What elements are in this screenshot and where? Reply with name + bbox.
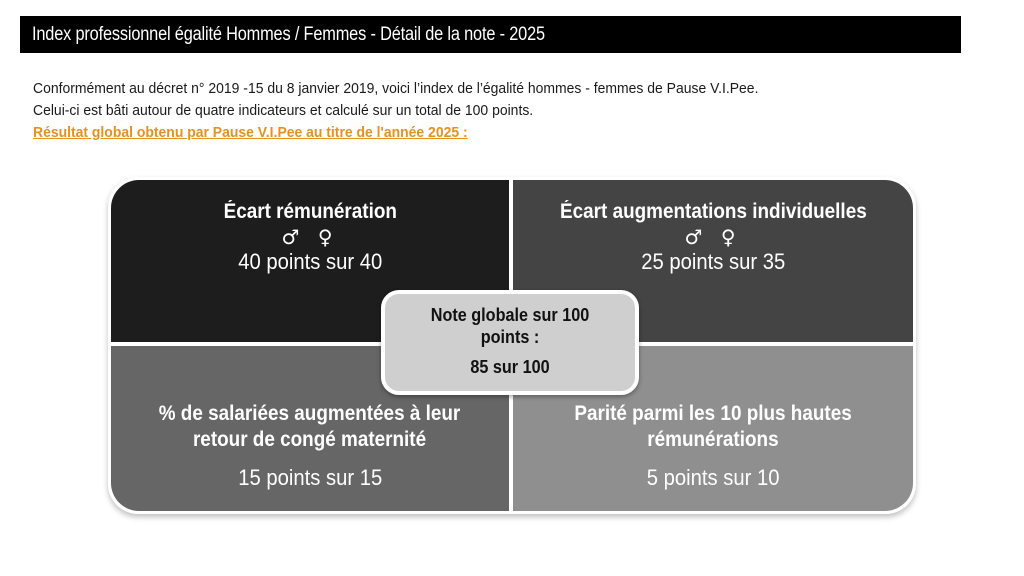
gender-symbols-icon: ♂ ♀	[684, 225, 742, 249]
indicator-title-line-2: rémunérations	[647, 428, 779, 451]
indicator-title-line-1: % de salariées augmentées à leur	[159, 402, 461, 425]
intro-text	[33, 78, 993, 144]
global-score-box	[381, 290, 639, 395]
global-score-title-line-2: points :	[480, 327, 540, 347]
indicator-score: 15 points sur 15	[237, 465, 383, 490]
global-score-value: 85 sur 100	[470, 357, 550, 377]
indicator-title-line-1: Parité parmi les 10 plus hautes	[574, 402, 852, 425]
result-heading: Résultat global obtenu par Pause V.I.Pee au titre de l'année 2025 :	[33, 124, 468, 141]
indicator-title-line-2: retour de congé maternité	[193, 428, 427, 451]
page-title: Index professionnel égalité Hommes / Femmes - Détail de la note - 2025	[32, 24, 545, 45]
global-score-title-line-1: Note globale sur 100	[430, 305, 590, 325]
page-title-bar	[20, 16, 961, 53]
indicator-title: Écart augmentations individuelles	[559, 200, 867, 223]
intro-line-1: Conformément au décret n° 2019 -15 du 8 janvier 2019, voici l’index de l’égalité hommes - femmes de Pause V.I.Pee.	[33, 80, 759, 97]
indicator-score: 5 points sur 10	[646, 465, 780, 490]
indicator-title: Écart rémunération	[223, 200, 397, 223]
gender-symbols-icon: ♂ ♀	[281, 225, 339, 249]
indicator-score: 25 points sur 35	[640, 249, 786, 274]
intro-line-2: Celui-ci est bâti autour de quatre indicateurs et calculé sur un total de 100 points.	[33, 102, 534, 119]
indicator-score: 40 points sur 40	[237, 249, 383, 274]
